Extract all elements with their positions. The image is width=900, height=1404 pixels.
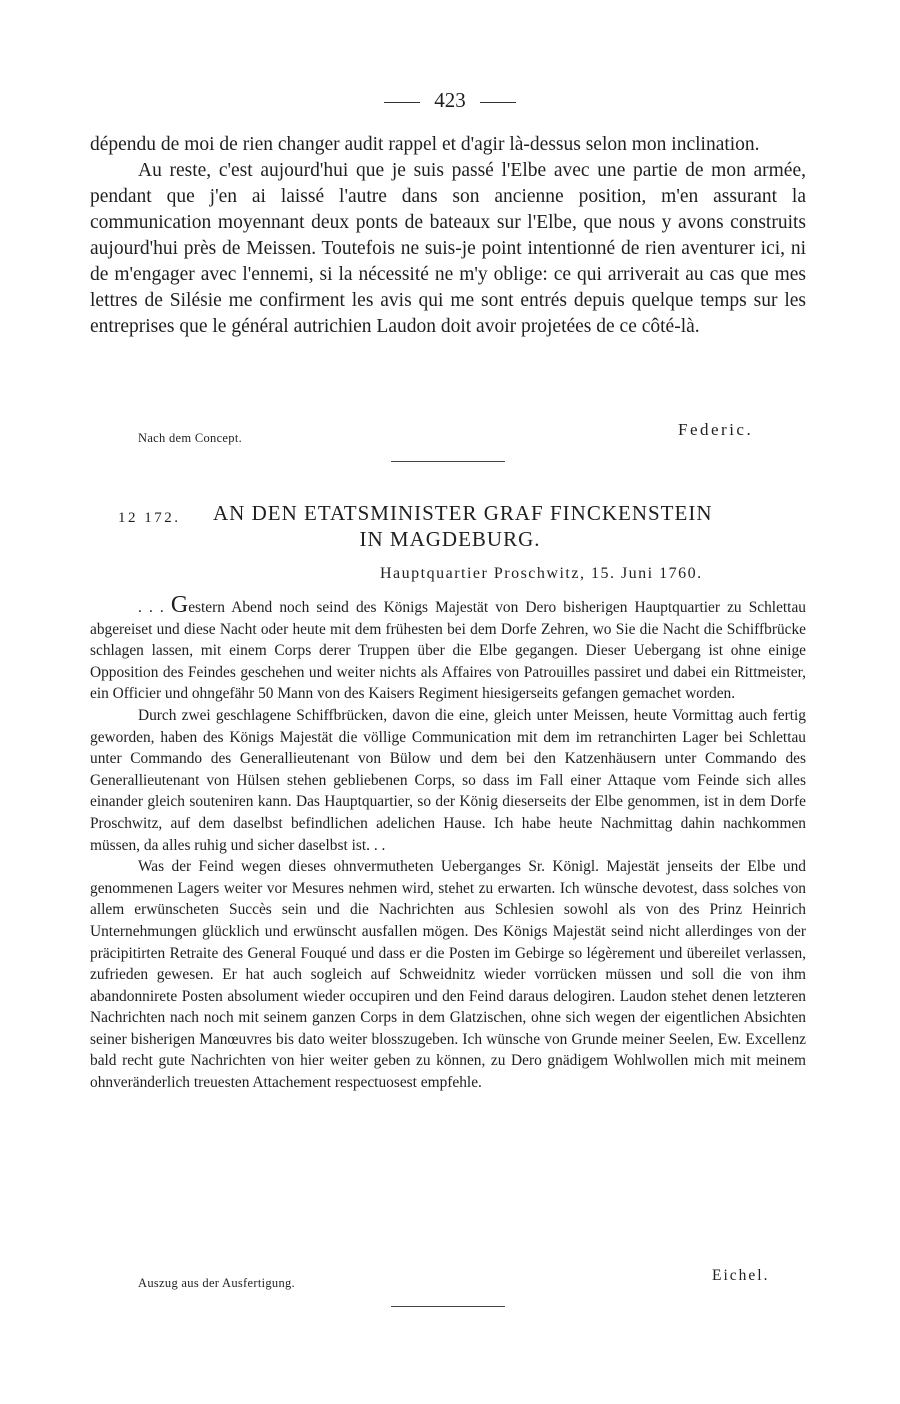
bottom-divider xyxy=(391,1306,505,1307)
letter-opening-ellipsis: . . . xyxy=(138,599,171,616)
previous-letter-paragraph-1: dépendu de moi de rien changer audit rappel et d'agir là-dessus selon mon inclination. xyxy=(90,134,760,155)
letter-paragraph-3: Was der Feind wegen dieses ohnvermutheten Ueberganges Sr. Königl. Majestät jenseits der Elbe und genommenen Lagers weiter vor Mesures nehmen wird, stehet zu erwarten. Ich wünsche devotest, dass solches von allem erwünscheten Succès sein und die Nachrichten aus Schlesien sowohl als von des Prinz Heinrich Unternehmungen glücklich und erwünscht ausfallen mögen. Des Königs Majestät seind nicht allerdinges von der präcipitirten Retraite des General Fouqué und dass er die Posten im Gebirge so légèrement und übereilet verlassen, zufrieden gewesen. Er hat auch sogleich auf Schweidnitz wieder vorrücken müssen und soll die von ihm abandonnirete Posten absolument wieder occupiren und den Feind daraus delogiren. Laudon stehet denen letzteren Nachrichten nach noch mit seinem ganzen Corps in dem Glatzischen, ohne sich wegen der eigentlichen Absichten seiner bisherigen Manœuvres bis dato weiter blosszugeben. Ich wünsche von Grunde meiner Seelen, Ew. Excellenz bald recht gute Nachrichten von hier weiter geben zu können, zu Dero gnädigem Wohlwollen mich mit meinem ohnveränderlich treuesten Attachement respectuosest empfehle. xyxy=(90,858,806,1092)
letter-paragraph-1-text: estern Abend noch seind des Königs Majestät von Dero bisherigen Hauptquartier zu Schlettau abgereiset und diese Nacht oder heute mit dem frühesten bei dem Dorfe Zehren, wo Sie die Nacht die Schiffbrücke schlagen lassen, mit einem Corps derer Truppen über die Elbe gegangen. Dieser Uebergang ist ohne einige Opposition des Feindes geschehen und weiter nichts als Affaires von Patrouilles passiret und dabei ein Rittmeister, ein Officier und ohngefähr 50 Mann von des Kaisers Regiment hiesigerseits gefangen gemachet worden. xyxy=(90,599,806,703)
previous-letter-source-note: Nach dem Concept. xyxy=(138,431,243,445)
letter-opening-initial: G xyxy=(170,592,189,618)
letter-title-line-2: IN MAGDEBURG. xyxy=(359,527,541,551)
letter-paragraph-2: Durch zwei geschlagene Schiffbrücken, davon die eine, gleich unter Meissen, heute Vormittag auch fertig geworden, haben des Königs Majestät die völlige Communication mit dem im retranchirten Lager bei Schlettau unter Commando des Generallieutenant von Bülow und dem bei den Katzenhäusern unter Commando des Generallieutenant von Hülsen stehen gebliebenen Corps, so dass im Fall einer Attaque vom Feinde sich alles einander gleich souteniren kann. Das Hauptquartier, so der König dieserseits der Elbe genommen, ist in dem Dorfe Proschwitz, auf dem daselbst befindlichen adelichen Hause. Ich habe heute Nachmittag dahin nachkommen müssen, da alles ruhig und sicher daselbst ist. . . xyxy=(90,706,806,854)
letter-paragraph-1 xyxy=(90,592,806,705)
section-divider xyxy=(391,461,505,462)
page-number-row xyxy=(0,88,900,113)
page-number-dash-left xyxy=(384,102,420,103)
page-number-dash-right xyxy=(480,102,516,103)
letter-signature: Eichel. xyxy=(712,1267,770,1284)
page-number: 423 xyxy=(434,88,466,112)
previous-letter-paragraph-2: Au reste, c'est aujourd'hui que je suis passé l'Elbe avec une partie de mon armée, pendant que j'en ai laissé l'autre dans son ancienne position, m'en assurant la communication moyennant deux ponts de bateaux sur l'Elbe, que nous y avons construits aujourd'hui près de Meissen. Toutefois ne suis-je point intentionné de rien aventurer ici, ni de m'engager avec l'ennemi, si la nécessité ne m'y oblige: ce qui arriverait au cas que mes lettres de Silésie me confirment les avis qui me sont entrés depuis quelque temps sur les entreprises que le général autrichien Laudon doit avoir projetées de ce côté-là. xyxy=(90,160,806,337)
letter-source-note: Auszug aus der Ausfertigung. xyxy=(138,1276,295,1290)
letter-body xyxy=(90,592,806,1094)
letter-title-line-1: AN DEN ETATSMINISTER GRAF FINCKENSTEIN xyxy=(213,501,713,525)
letter-number: 12 172. xyxy=(118,510,181,526)
previous-letter-signature: Federic. xyxy=(678,420,754,439)
previous-letter-ending xyxy=(90,132,806,340)
letter-place-date: Hauptquartier Proschwitz, 15. Juni 1760. xyxy=(380,565,703,582)
